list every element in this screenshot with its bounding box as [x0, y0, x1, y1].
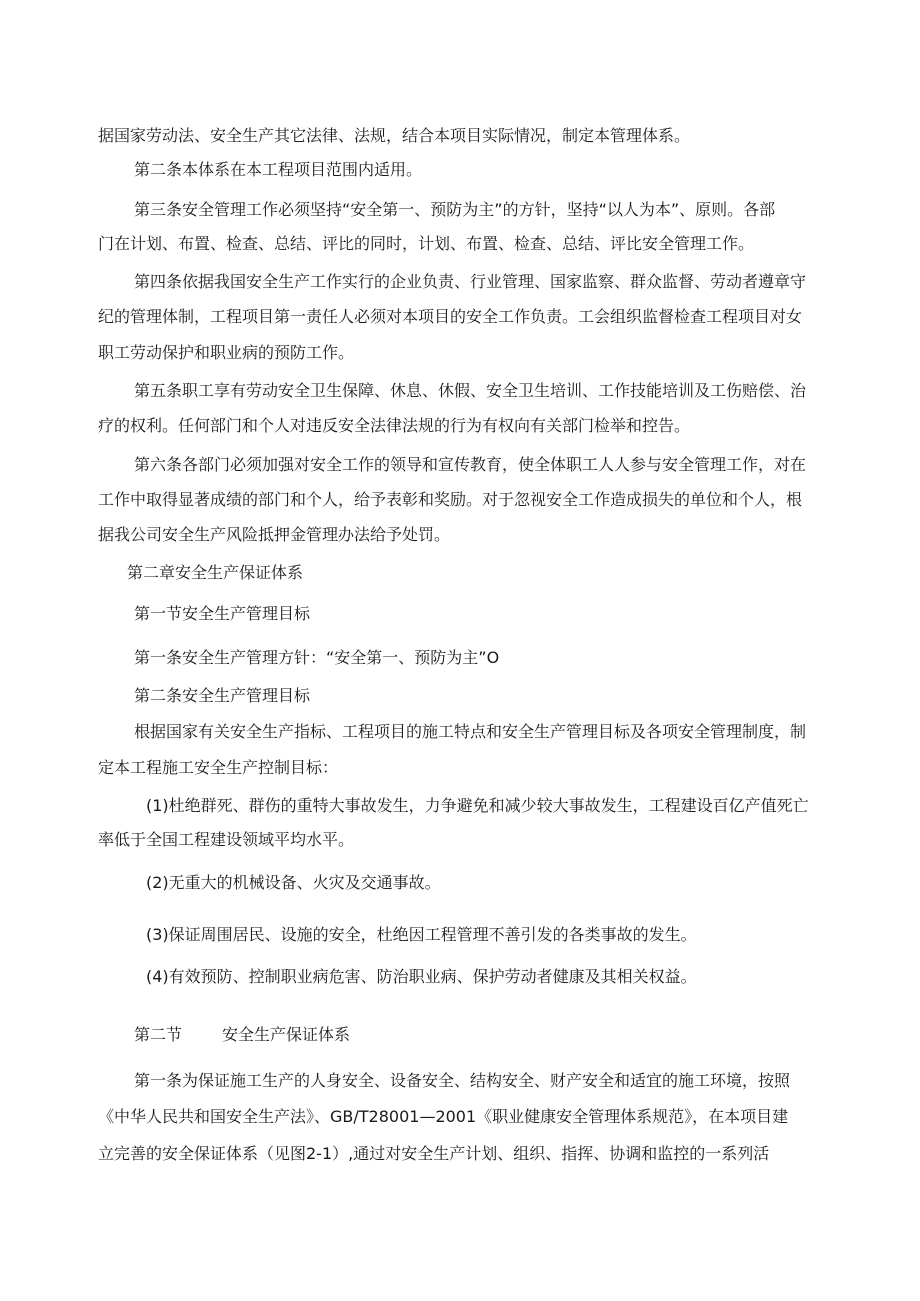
article-1-line: 第一条为保证施工生产的人身安全、设备安全、结构安全、财产安全和适宜的施工环境，按照 [134, 1071, 791, 1090]
paragraph-line: 据国家劳动法、安全生产其它法律、法规，结合本项目实际情况，制定本管理体系。 [98, 126, 691, 145]
section-title: 安全生产保证体系 [222, 1025, 351, 1044]
paragraph-line: 《中华人民共和国安全生产法》、GB/T28001—2001《职业健康安全管理体系规范》，在本项目建 [98, 1107, 789, 1126]
list-item-2: (2)无重大的机械设备、火灾及交通事故。 [146, 873, 441, 892]
article-2-heading: 第二条安全生产管理目标 [134, 686, 311, 705]
article-2-line: 第二条本体系在本工程项目范围内适用。 [134, 160, 423, 179]
section-2-heading [134, 1025, 350, 1045]
article-4-line: 第四条依据我国安全生产工作实行的企业负责、行业管理、国家监察、群众监督、劳动者遵章守 [134, 272, 807, 291]
section-heading: 第一节安全生产管理目标 [134, 604, 311, 623]
chapter-heading: 第二章安全生产保证体系 [127, 563, 304, 582]
paragraph-line: 立完善的安全保证体系（见图2-1）,通过对安全生产计划、组织、指挥、协调和监控的一系列活 [98, 1144, 770, 1163]
list-item-4: (4)有效预防、控制职业病危害、防治职业病、保护劳动者健康及其相关权益。 [146, 967, 697, 986]
paragraph-line: 职工劳动保护和职业病的预防工作。 [98, 343, 355, 362]
paragraph-line: 纪的管理体制，工程项目第一责任人必须对本项目的安全工作负责。工会组织监督检查工程项目对女 [98, 307, 803, 326]
paragraph-line: 工作中取得显著成绩的部门和个人，给予表彰和奖励。对于忽视安全工作造成损失的单位和个人，根 [98, 490, 803, 509]
article-3-line: 第三条安全管理工作必须坚持“安全第一、预防为主”的方针，坚持“以人为本”、原则。各部 [134, 200, 776, 219]
paragraph-line: 率低于全国工程建设领域平均水平。 [98, 830, 355, 849]
article-6-line: 第六条各部门必须加强对安全工作的领导和宣传教育，使全体职工人人参与安全管理工作，对在 [134, 455, 807, 474]
article-1-line: 第一条安全生产管理方针：“安全第一、预防为主”O [134, 648, 500, 667]
paragraph-line: 门在计划、布置、检查、总结、评比的同时，计划、布置、检查、总结、评比安全管理工作。 [98, 234, 755, 253]
list-item-1: (1)杜绝群死、群伤的重特大事故发生，力争避免和减少较大事故发生，工程建设百亿产值死亡 [146, 796, 809, 815]
paragraph-line: 定本工程施工安全生产控制目标： [98, 758, 339, 777]
article-5-line: 第五条职工享有劳动安全卫生保障、休息、休假、安全卫生培训、工作技能培训及工伤赔偿、治 [134, 381, 807, 400]
list-item-3: (3)保证周围居民、设施的安全，杜绝因工程管理不善引发的各类事故的发生。 [146, 925, 697, 944]
paragraph-line: 据我公司安全生产风险抵押金管理办法给予处罚。 [98, 525, 451, 544]
section-number: 第二节 [134, 1025, 183, 1044]
paragraph-line: 疗的权利。任何部门和个人对违反安全法律法规的行为有权向有关部门检举和控告。 [98, 416, 691, 435]
paragraph-line: 根据国家有关安全生产指标、工程项目的施工特点和安全生产管理目标及各项安全管理制度，制 [134, 722, 807, 741]
